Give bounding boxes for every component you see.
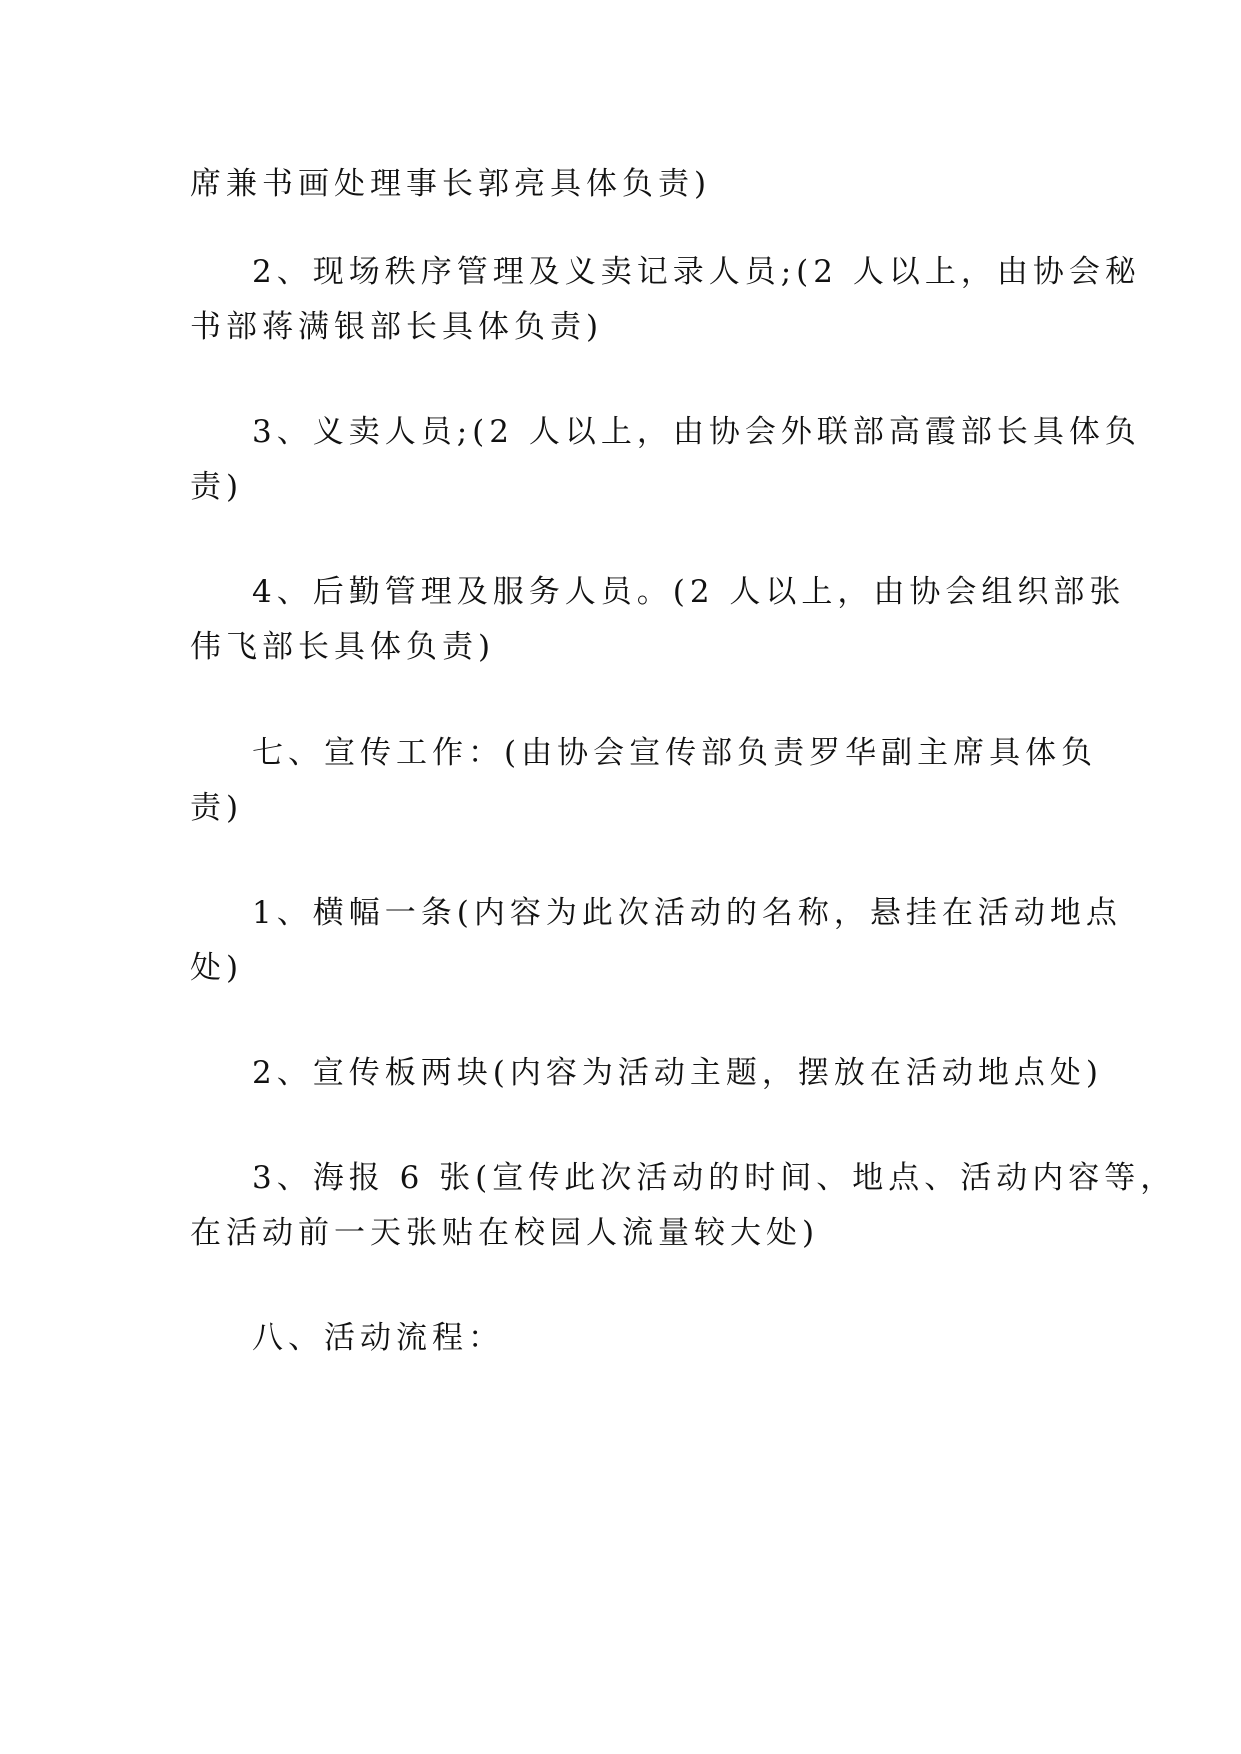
section-7-heading-line-2: 责) [190,790,244,826]
publicity-item-2-line-1: 2、宣传板两块(内容为活动主题，摆放在活动地点处) [252,1055,1103,1091]
publicity-item-3-line-2: 在活动前一天张贴在校园人流量较大处) [190,1215,820,1251]
publicity-item-1-line-2: 处) [190,950,244,986]
staff-item-3-line-1: 3、义卖人员;(2 人以上，由协会外联部高霞部长具体负 [252,414,1141,450]
staff-item-4-line-1: 4、后勤管理及服务人员。(2 人以上，由协会组织部张 [252,574,1126,610]
staff-item-2-line-1: 2、现场秩序管理及义卖记录人员;(2 人以上，由协会秘 [252,254,1141,290]
section-8-heading: 八、活动流程： [252,1320,504,1356]
staff-item-2-line-2: 书部蒋满银部长具体负责) [190,309,604,345]
staff-item-3-line-2: 责) [190,469,244,505]
publicity-item-1-line-1: 1、横幅一条(内容为此次活动的名称，悬挂在活动地点 [252,895,1122,931]
publicity-item-3-line-1: 3、海报 6 张(宣传此次活动的时间、地点、活动内容等， [252,1160,1177,1196]
staff-item-4-line-2: 伟飞部长具体负责) [190,629,496,665]
section-7-heading-line-1: 七、宣传工作：(由协会宣传部负责罗华副主席具体负 [252,735,1098,771]
paragraph-continuation-line: 席兼书画处理事长郭亮具体负责) [190,166,712,202]
